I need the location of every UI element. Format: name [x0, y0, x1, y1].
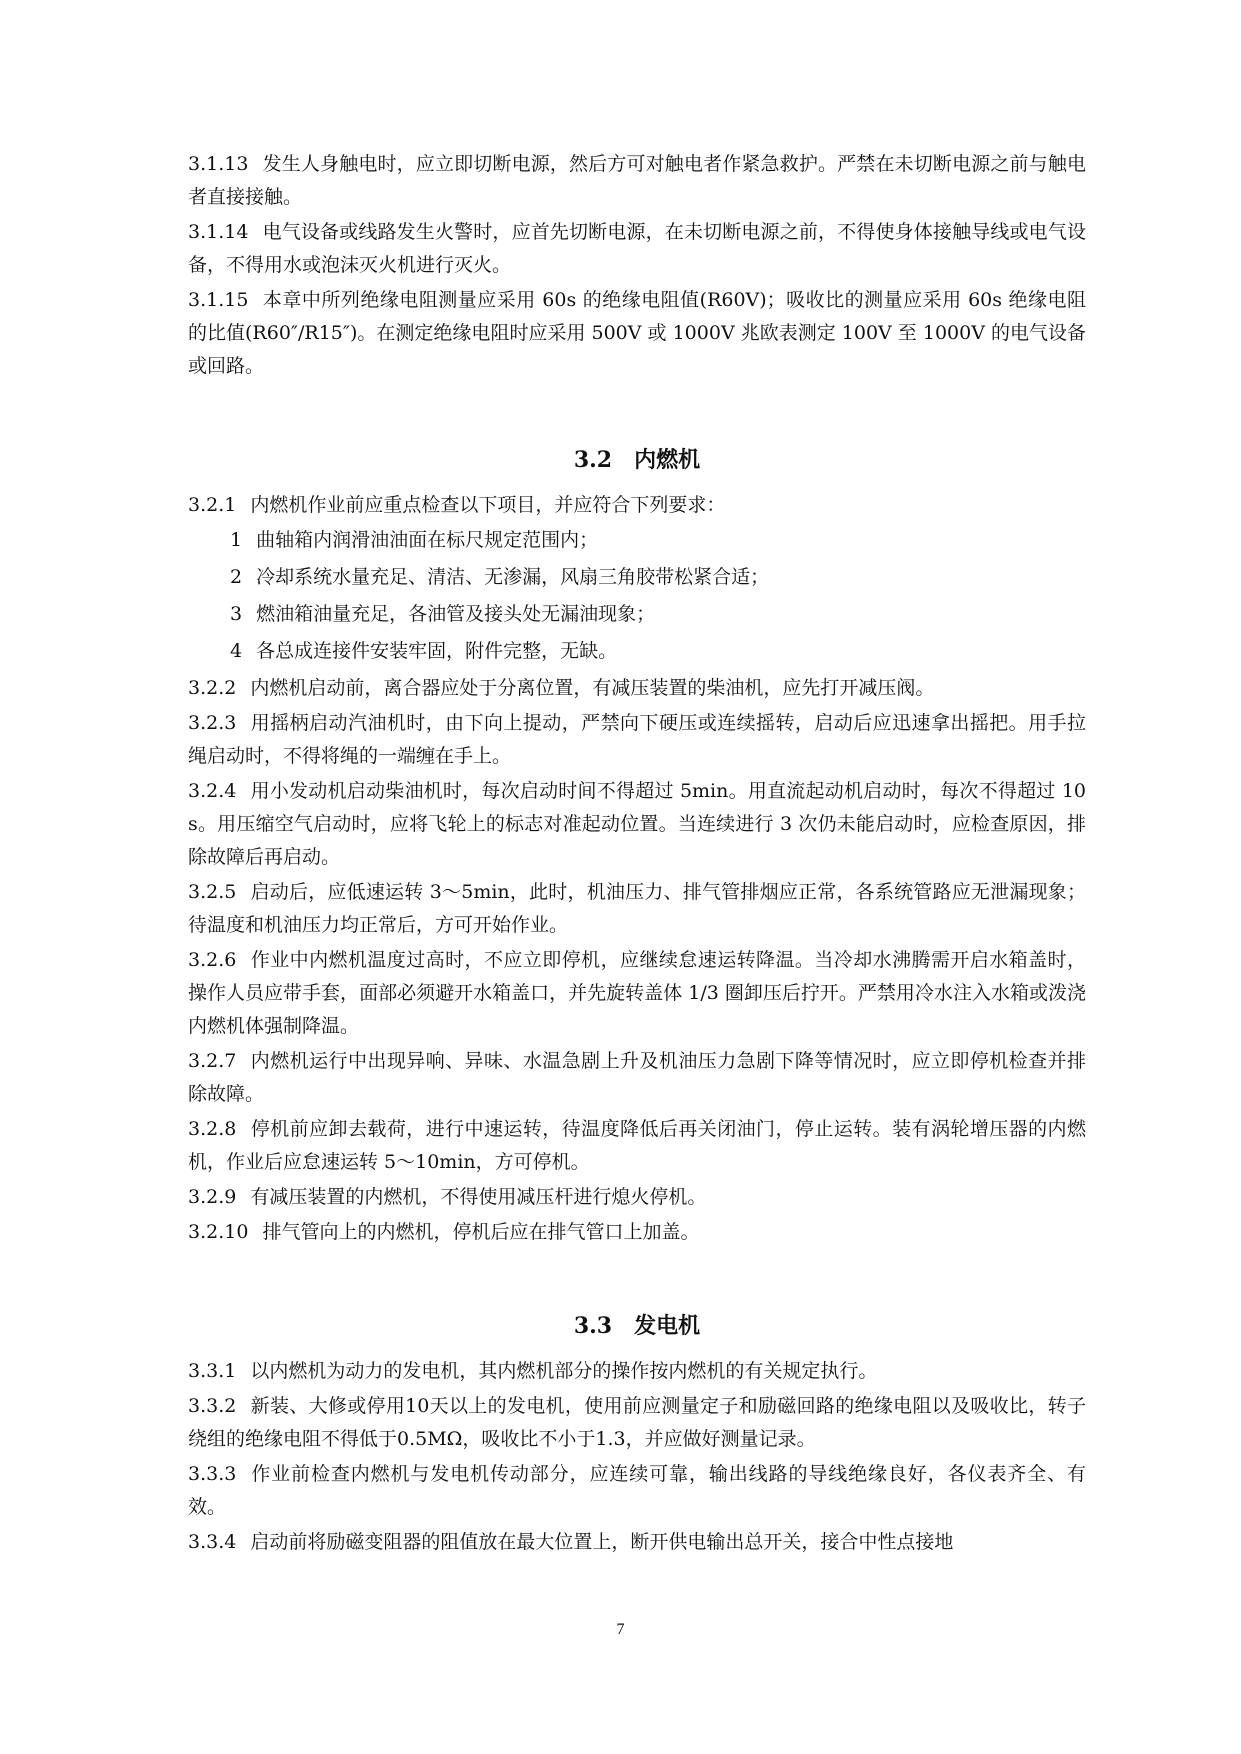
clause-number: 3.2.4	[188, 780, 237, 802]
list-item	[188, 524, 1086, 557]
clause-3-3-2	[188, 1390, 1086, 1456]
clause-number: 3.2.6	[188, 949, 237, 971]
clause-text: 本章中所列绝缘电阻测量应采用 60s 的绝缘电阻值(R60V)；吸收比的测量应采用 60s 绝缘电阻的比值(R60″/R15″)。在测定绝缘电阻时应采用 500V 或 1000V 兆欧表测定 100V 至 1000V 的电气设备或回路。	[188, 289, 1086, 377]
clause-text: 内燃机启动前，离合器应处于分离位置，有减压装置的柴油机，应先打开减压阀。	[250, 677, 935, 699]
clause-3-1-13	[188, 148, 1086, 214]
item-number: 3	[230, 603, 243, 625]
clause-3-2-7	[188, 1045, 1086, 1111]
clause-number: 3.3.2	[188, 1395, 237, 1417]
list-item	[188, 561, 1086, 594]
clause-number: 3.3.4	[188, 1531, 237, 1553]
clause-text: 作业前检查内燃机与发电机传动部分，应连续可靠，输出线路的导线绝缘良好，各仪表齐全、有效。	[188, 1463, 1086, 1518]
section-heading-3-2	[188, 443, 1086, 477]
clause-text: 启动前将励磁变阻器的阻值放在最大位置上，断开供电输出总开关，接合中性点接地	[250, 1531, 954, 1553]
clause-3-1-15	[188, 284, 1086, 383]
clause-number: 3.2.1	[188, 494, 237, 516]
section-number: 3.3	[573, 1313, 613, 1339]
clause-3-2-9	[188, 1181, 1086, 1214]
clause-number: 3.2.10	[188, 1221, 249, 1243]
clause-3-2-1	[188, 489, 1086, 522]
clause-text: 以内燃机为动力的发电机，其内燃机部分的操作按内燃机的有关规定执行。	[250, 1360, 878, 1382]
clause-text: 内燃机作业前应重点检查以下项目，并应符合下列要求：	[250, 494, 726, 516]
list-item	[188, 635, 1086, 668]
item-number: 1	[230, 529, 243, 551]
clause-3-2-10	[188, 1216, 1086, 1249]
clause-number: 3.3.3	[188, 1463, 237, 1485]
clause-3-2-5	[188, 876, 1086, 942]
clause-3-3-1	[188, 1355, 1086, 1388]
item-number: 2	[230, 566, 243, 588]
clause-text: 排气管向上的内燃机，停机后应在排气管口上加盖。	[262, 1221, 700, 1243]
section-heading-3-3	[188, 1309, 1086, 1343]
clause-number: 3.1.15	[188, 289, 249, 311]
clause-number: 3.2.9	[188, 1186, 237, 1208]
section-number: 3.2	[573, 447, 613, 473]
list-item	[188, 598, 1086, 631]
clause-text: 作业中内燃机温度过高时，不应立即停机，应继续怠速运转降温。当冷却水沸腾需开启水箱盖时，操作人员应带手套，面部必须避开水箱盖口，并先旋转盖体 1/3 圈卸压后拧开。严禁用冷水注入水箱或泼浇内燃机体强制降温。	[188, 949, 1086, 1037]
clause-3-2-4	[188, 775, 1086, 874]
clause-3-2-2	[188, 672, 1086, 705]
clause-text: 内燃机运行中出现异响、异味、水温急剧上升及机油压力急剧下降等情况时，应立即停机检查并排除故障。	[188, 1050, 1086, 1105]
clause-3-3-4	[188, 1526, 1086, 1559]
section-title: 发电机	[634, 1313, 701, 1339]
clause-3-1-14	[188, 216, 1086, 282]
clause-text: 有减压装置的内燃机，不得使用减压杆进行熄火停机。	[250, 1186, 707, 1208]
clause-text: 电气设备或线路发生火警时，应首先切断电源，在未切断电源之前，不得使身体接触导线或电气设备，不得用水或泡沫灭火机进行灭火。	[188, 221, 1086, 276]
clause-number: 3.2.3	[188, 712, 237, 734]
page-number: 7	[616, 1621, 625, 1638]
clause-3-2-3	[188, 707, 1086, 773]
clause-number: 3.2.7	[188, 1050, 237, 1072]
clause-number: 3.2.8	[188, 1118, 237, 1140]
clause-number: 3.3.1	[188, 1360, 237, 1382]
item-text: 冷却系统水量充足、清洁、无渗漏，风扇三角胶带松紧合适；	[256, 566, 770, 588]
item-text: 各总成连接件安装牢固，附件完整，无缺。	[256, 640, 618, 662]
item-text: 曲轴箱内润滑油油面在标尺规定范围内；	[256, 529, 599, 551]
clause-text: 用摇柄启动汽油机时，由下向上提动，严禁向下硬压或连续摇转，启动后应迅速拿出摇把。用手拉绳启动时，不得将绳的一端缠在手上。	[188, 712, 1086, 767]
clause-text: 启动后，应低速运转 3～5min，此时，机油压力、排气管排烟应正常，各系统管路应无泄漏现象；待温度和机油压力均正常后，方可开始作业。	[188, 881, 1086, 936]
clause-number: 3.2.2	[188, 677, 237, 699]
clause-number: 3.1.14	[188, 221, 249, 243]
clause-text: 发生人身触电时，应立即切断电源，然后方可对触电者作紧急救护。严禁在未切断电源之前与触电者直接接触。	[188, 153, 1086, 208]
section-title: 内燃机	[634, 447, 701, 473]
item-text: 燃油箱油量充足，各油管及接头处无漏油现象；	[256, 603, 656, 625]
clause-3-3-3	[188, 1458, 1086, 1524]
clause-number: 3.1.13	[188, 153, 249, 175]
page-content	[188, 148, 1086, 1561]
item-number: 4	[230, 640, 243, 662]
clause-text: 停机前应卸去载荷，进行中速运转，待温度降低后再关闭油门，停止运转。装有涡轮增压器的内燃机，作业后应怠速运转 5～10min，方可停机。	[188, 1118, 1086, 1173]
clause-3-2-8	[188, 1113, 1086, 1179]
clause-text: 用小发动机启动柴油机时，每次启动时间不得超过 5min。用直流起动机启动时，每次不得超过 10s。用压缩空气启动时，应将飞轮上的标志对准起动位置。当连续进行 3 次仍未能启动时，应检查原因，排除故障后再启动。	[188, 780, 1086, 868]
clause-number: 3.2.5	[188, 881, 237, 903]
clause-3-2-6	[188, 944, 1086, 1043]
clause-text: 新装、大修或停用10天以上的发电机，使用前应测量定子和励磁回路的绝缘电阻以及吸收比，转子绕组的绝缘电阻不得低于0.5MΩ，吸收比不小于1.3，并应做好测量记录。	[188, 1395, 1086, 1450]
